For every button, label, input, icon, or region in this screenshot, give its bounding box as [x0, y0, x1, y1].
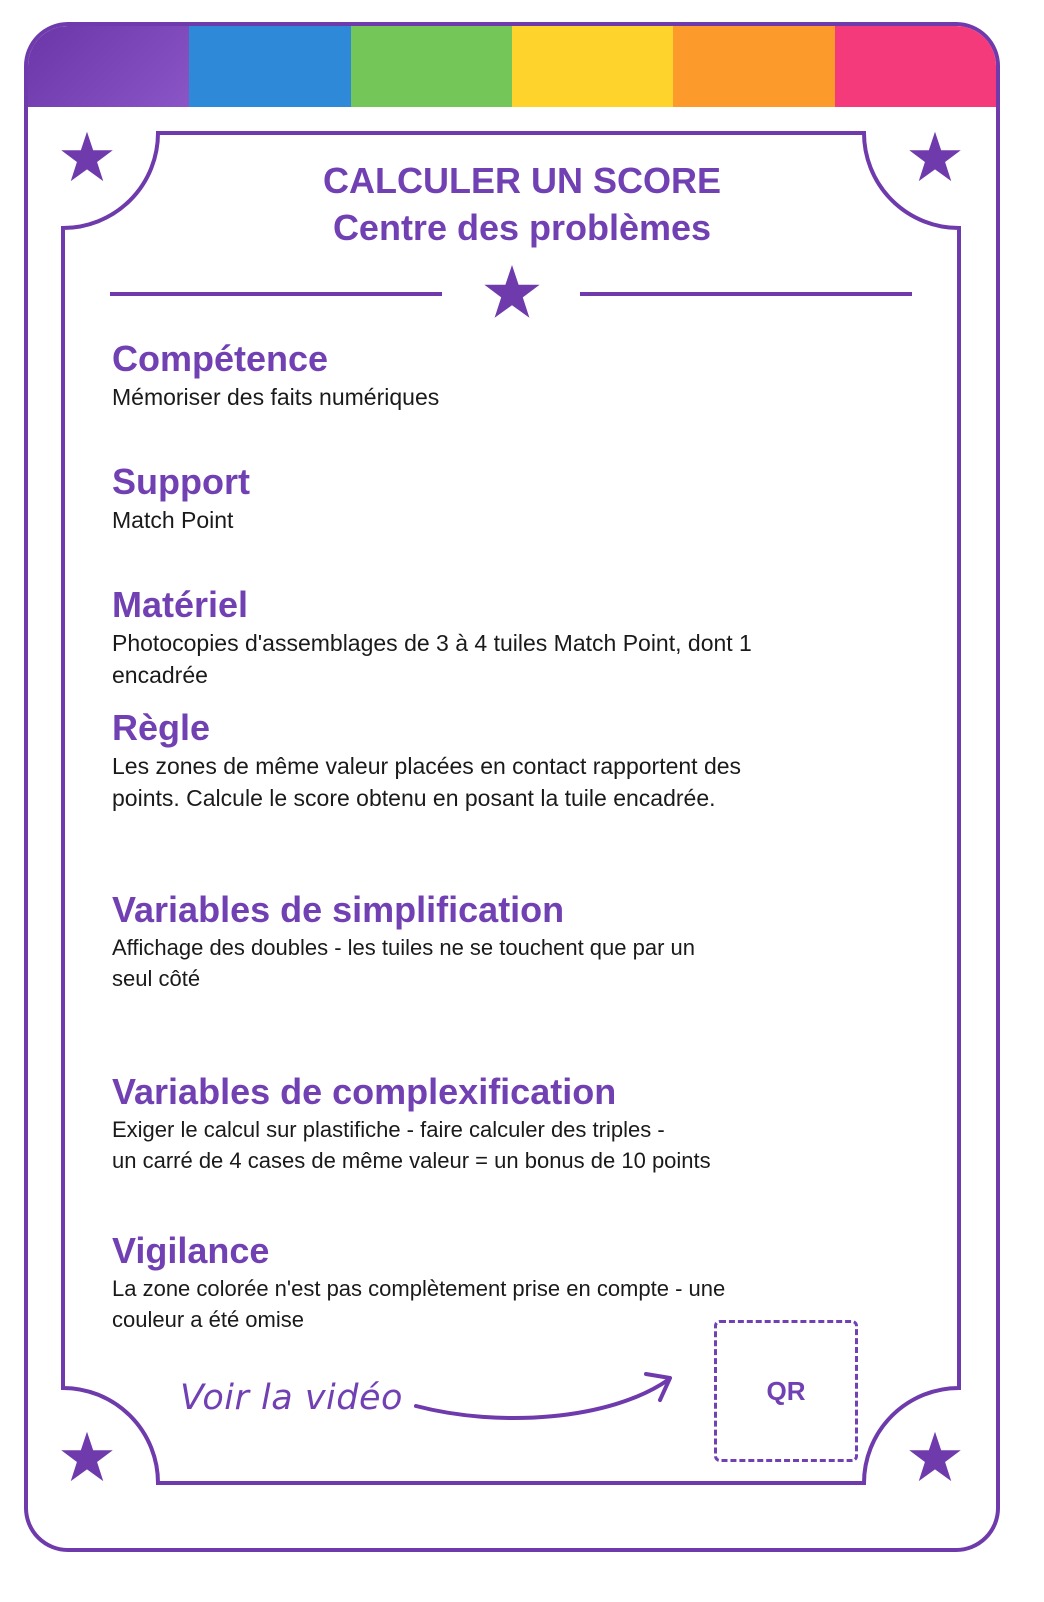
divider-right [580, 292, 912, 296]
section-support [112, 460, 872, 536]
section-text: Match Point [112, 507, 234, 533]
section-materiel [112, 583, 872, 691]
section-text: Affichage des doubles - les tuiles ne se touchent que par un [112, 935, 695, 960]
star-icon [482, 262, 542, 322]
section-simplification [112, 888, 872, 994]
section-heading: Variables de simplification [112, 889, 565, 930]
section-text: Les zones de même valeur placées en contact rapportent des [112, 753, 742, 779]
section-heading: Compétence [112, 338, 329, 379]
section-text: encadrée [112, 662, 208, 688]
qr-label: QR [766, 1375, 806, 1406]
section-competence [112, 337, 872, 413]
section-text: La zone colorée n'est pas complètement prise en compte - une [112, 1276, 726, 1301]
section-text: un carré de 4 cases de même valeur = un bonus de 10 points [112, 1148, 711, 1173]
section-text: Exiger le calcul sur plastifiche - faire calculer des triples - [112, 1117, 665, 1142]
qr-code-placeholder[interactable] [714, 1320, 858, 1462]
section-text: points. Calcule le score obtenu en posant la tuile encadrée. [112, 785, 716, 811]
card-subtitle: Centre des problèmes [332, 207, 712, 248]
section-heading: Vigilance [112, 1230, 270, 1271]
section-text: couleur a été omise [112, 1307, 304, 1332]
section-text: Mémoriser des faits numériques [112, 384, 440, 410]
card-title: CALCULER UN SCORE [322, 160, 721, 201]
section-heading: Variables de complexification [112, 1071, 617, 1112]
section-heading: Support [112, 461, 250, 502]
video-link[interactable]: Voir la vidéo [180, 1378, 403, 1418]
arrow-icon [416, 1380, 668, 1418]
section-complexification [112, 1070, 872, 1176]
star-icon [907, 1429, 963, 1485]
divider-left [110, 292, 442, 296]
section-regle [112, 706, 872, 814]
section-heading: Règle [112, 707, 211, 748]
star-icon [59, 1429, 115, 1485]
section-text: seul côté [112, 966, 201, 991]
section-heading: Matériel [112, 584, 249, 625]
section-text: Photocopies d'assemblages de 3 à 4 tuiles Match Point, dont 1 [112, 630, 752, 656]
